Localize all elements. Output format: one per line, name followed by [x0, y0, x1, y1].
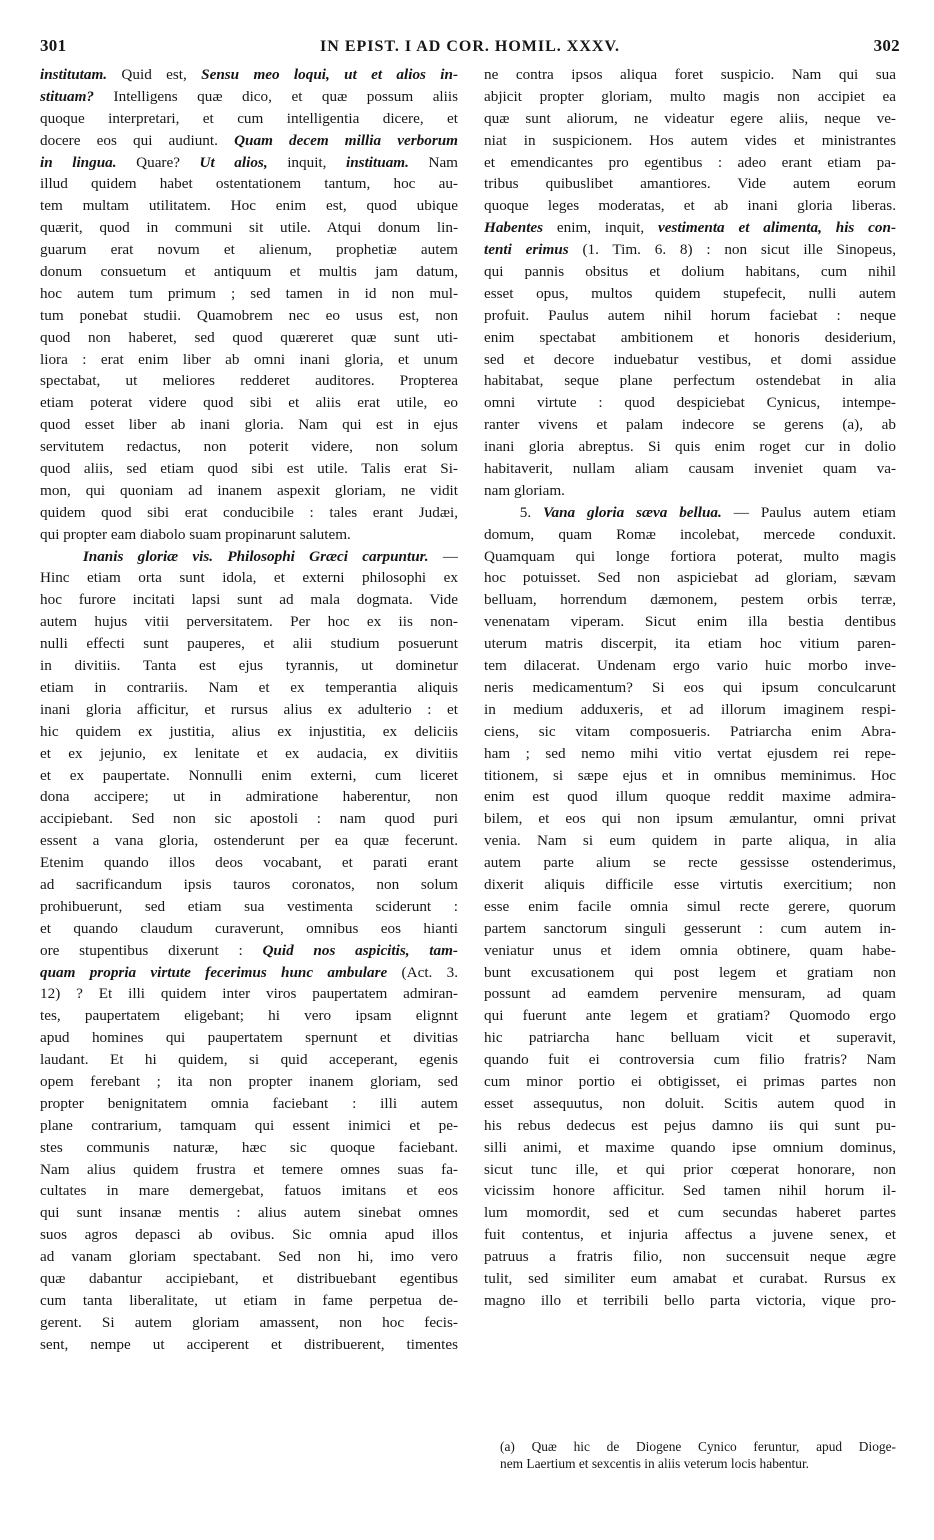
- text-run: esset assequutus, non doluit. Scitis autem quod in: [484, 1094, 896, 1112]
- text-line: [40, 524, 458, 546]
- text-line: [40, 480, 458, 502]
- text-run: apud homines qui paupertatem spernunt et divitias: [40, 1029, 458, 1047]
- text-line: [40, 86, 458, 108]
- text-line: [40, 1049, 458, 1071]
- text-line: [40, 1334, 458, 1356]
- text-run: qui sunt insanæ mentis : alius autem sinebat omnes: [40, 1204, 458, 1222]
- text-line: [484, 392, 896, 414]
- running-title: IN EPIST. I AD COR. HOMIL. XXXV.: [320, 38, 620, 55]
- text-line: [484, 808, 896, 830]
- text-run: plane contrarium, tamquam qui essent inimici et pe-: [40, 1116, 458, 1134]
- text-line: [40, 1224, 458, 1246]
- text-run: lum momordit, sed et cum secundas haberet partes: [484, 1204, 896, 1222]
- text-line: [484, 1027, 896, 1049]
- text-line: [40, 173, 458, 195]
- text-run: quidem quod sibi erat conducibile : tales erant Judæi,: [40, 503, 458, 521]
- text-run: (Act. 3.: [387, 963, 458, 981]
- text-line: [40, 1246, 458, 1268]
- text-run: quærit, quod in communi sit utile. Atqui donum lin-: [40, 219, 458, 237]
- text-line: [40, 896, 458, 918]
- text-line: [484, 1268, 896, 1290]
- text-line: [484, 611, 896, 633]
- text-line: [484, 589, 896, 611]
- text-line: [40, 436, 458, 458]
- italic-text: Habentes: [484, 219, 544, 237]
- text-run: docere eos qui audiunt.: [40, 131, 235, 149]
- text-run: neris medicamentum? Si eos qui ipsum conculcarunt: [484, 678, 896, 696]
- text-line: [484, 1005, 896, 1027]
- text-run: inani gloria afficitur, et rursus alius ex adulterio : et: [40, 700, 458, 718]
- text-run: domum, quam Romæ incolebat, mercede conduxit.: [484, 525, 896, 543]
- text-run: Quare?: [116, 153, 200, 171]
- text-run: Quamquam qui longe fortiora poterat, multo magis: [484, 547, 896, 565]
- text-run: hoc autem tum primum ; sed tamen in id non mul-: [40, 284, 458, 302]
- italic-text: vestimenta et alimenta, his con-: [657, 219, 896, 237]
- text-run: tem dilacerat. Undenam ergo vario huic morbo inve-: [484, 657, 896, 675]
- text-line: [40, 502, 458, 524]
- text-run: bilem, et eos qui non ipsum æmulantur, omni privat: [484, 810, 896, 828]
- right-text-column: [484, 64, 896, 1312]
- text-run: esse enim facile omnia simul recte gerere, quorum: [484, 897, 896, 915]
- italic-text: Quam decem millia verborum: [234, 131, 458, 149]
- text-line: [484, 370, 896, 392]
- text-line: [484, 195, 896, 217]
- text-line: [40, 64, 458, 86]
- text-line: [40, 1115, 458, 1137]
- text-line: [40, 1159, 458, 1181]
- text-line: [40, 765, 458, 787]
- text-line: [40, 918, 458, 940]
- text-line: [40, 1093, 458, 1115]
- text-line: [484, 130, 896, 152]
- text-run: hoc furore incitati lapsi sunt ad mala dogmata. Vide: [40, 591, 458, 609]
- text-line: [40, 392, 458, 414]
- text-line: [40, 721, 458, 743]
- text-run: tem multam utilitatem. Hoc enim est, quod ubique: [40, 197, 458, 215]
- italic-text: stituam?: [40, 87, 95, 105]
- text-run: Nam: [408, 153, 458, 171]
- italic-text: Ut alios,: [199, 153, 268, 171]
- text-run: prohibuerunt, sed etiam sua vestimenta sciderunt :: [40, 897, 458, 915]
- text-line: [40, 217, 458, 239]
- text-line: [484, 743, 896, 765]
- text-line: [484, 349, 896, 371]
- text-line: [40, 633, 458, 655]
- text-run: tulit, sed similiter eum amabat et curabat. Rursus ex: [484, 1269, 896, 1287]
- text-line: [40, 305, 458, 327]
- text-run: ore stupentibus dixerunt :: [40, 941, 263, 959]
- text-run: cum tanta liberalitate, ut etiam in fame perpetua de-: [40, 1291, 458, 1309]
- italic-text: quam propria virtute fecerimus hunc ambulare: [40, 963, 388, 981]
- text-line: [484, 524, 896, 546]
- text-run: et emendicantes pro egentibus : adeo erant etiam pa-: [484, 153, 896, 171]
- text-run: cum minor portio ei obtigisset, ei primas partes non: [484, 1072, 896, 1090]
- text-line: [40, 239, 458, 261]
- text-run: hic quidem ex justitia, alius ex injustitia, ex deliciis: [40, 722, 458, 740]
- text-line: [40, 611, 458, 633]
- text-run: qui fuerunt ante legem et gratiam? Quomodo ergo: [484, 1007, 896, 1025]
- text-line: [484, 852, 896, 874]
- text-line: [40, 349, 458, 371]
- text-line: [40, 130, 458, 152]
- text-line: [484, 327, 896, 349]
- text-line: [500, 1438, 896, 1455]
- text-line: [484, 918, 896, 940]
- text-run: [40, 548, 83, 565]
- text-run: servitutem redactus, non poterit videre, non solum: [40, 438, 458, 456]
- text-run: uterum matris discerpit, ita etiam hoc vitium paren-: [484, 635, 896, 653]
- text-line: [40, 743, 458, 765]
- text-run: belluam, horrendum dæmonem, pestem orbis terræ,: [484, 591, 896, 609]
- text-run: hic patriarcha hanc belluam vicit et superavit,: [484, 1029, 896, 1047]
- text-run: spectabat, ut meliores redderet auditores. Propterea: [40, 372, 458, 390]
- text-line: [484, 1049, 896, 1071]
- running-head: [40, 36, 900, 58]
- text-run: essent a vana gloria, ostenderunt per ea quæ fecerunt.: [40, 832, 458, 850]
- text-run: esset opus, multos quidem stupefecit, nulli autem: [484, 284, 896, 302]
- text-run: ham ; sed nemo mihi vitio vertat ejusdem rei repe-: [484, 744, 896, 762]
- text-run: propter benignitatem omnia faciebant : illi autem: [40, 1094, 458, 1112]
- text-line: [40, 152, 458, 174]
- text-line: [484, 480, 896, 502]
- text-run: tes, paupertatem eligebant; hi vero ipsam elignnt: [40, 1007, 458, 1025]
- text-line: [484, 283, 896, 305]
- text-line: [484, 1202, 896, 1224]
- text-line: [484, 1137, 896, 1159]
- text-line: [40, 589, 458, 611]
- text-line: [40, 1180, 458, 1202]
- text-run: guarum erat novum et alienum, prophetiæ autem: [40, 241, 458, 259]
- text-line: [484, 261, 896, 283]
- text-run: profuit. Paulus autem nihil horum faciebat : neque: [484, 306, 896, 324]
- text-line: [484, 983, 896, 1005]
- italic-text: institutam.: [40, 66, 108, 83]
- text-run: abjicit propter gloriam, multo magis non accipiet ea: [484, 87, 896, 105]
- text-line: [484, 896, 896, 918]
- text-run: Intelligens quæ dico, et quæ possum aliis: [94, 87, 458, 105]
- text-line: [484, 567, 896, 589]
- text-line: [40, 874, 458, 896]
- text-line: [484, 86, 896, 108]
- text-line: [40, 830, 458, 852]
- text-run: quæ dabantur accipiebant, et distribuebant egentibus: [40, 1269, 458, 1287]
- text-line: [40, 546, 458, 568]
- text-line: [40, 940, 458, 962]
- text-run: (a) Quæ hic de Diogene Cynico feruntur, apud Dioge-: [500, 1439, 896, 1454]
- text-line: [484, 1224, 896, 1246]
- text-run: dixerit aliquis difficile esse virtutis exercitium; non: [484, 875, 896, 893]
- text-run: etiam poterat videre quod sibi et aliis erat utile, eo: [40, 394, 458, 412]
- text-run: suos agros depasci ab ovibus. Sic omnia apud illos: [40, 1226, 458, 1244]
- text-run: omni virtute : quod despiciebat Cynicus, intempe-: [484, 394, 896, 412]
- text-run: quod esset liber ab inani gloria. Nam qui est in ejus: [40, 416, 458, 434]
- text-line: [484, 108, 896, 130]
- text-line: [40, 1312, 458, 1334]
- text-run: hoc potuisset. Sed non aspiciebat ad gloriam, sævam: [484, 569, 896, 587]
- text-run: inquit,: [267, 153, 347, 171]
- text-line: [484, 1115, 896, 1137]
- italic-text: instituam.: [346, 153, 409, 171]
- text-line: [40, 1202, 458, 1224]
- text-run: stes communis naturæ, hæc sic quoque faciebant.: [40, 1138, 458, 1156]
- text-line: [484, 962, 896, 984]
- text-run: in medium adduxeris, et ad illorum imaginem respi-: [484, 700, 896, 718]
- text-run: qui propter eam diabolo suam propinarunt salutem.: [40, 525, 351, 543]
- text-run: autem hujus vitii perversitatem. Per hoc ex iis non-: [40, 613, 458, 631]
- text-run: autem parte alium se recte gessisse ostenderimus,: [484, 854, 896, 872]
- text-run: patruus a fratris filio, non succensuit neque ægre: [484, 1248, 896, 1266]
- text-line: [484, 152, 896, 174]
- left-page-number: 301: [40, 36, 67, 55]
- text-run: dona accipere; ut in admiratione haberentur, non: [40, 788, 458, 806]
- text-run: venia. Nam si eum quidem in parte aliqua, in alia: [484, 832, 896, 850]
- text-line: [484, 677, 896, 699]
- text-run: opem ferebant ; ita non propter inanem gloriam, sed: [40, 1072, 458, 1090]
- text-line: [40, 414, 458, 436]
- text-run: enim est quod illum quoque reddit maxime admira-: [484, 788, 896, 806]
- text-line: [40, 567, 458, 589]
- text-run: nam gloriam.: [484, 481, 565, 499]
- text-run: habitabat, seque plane perfectum ostendebat in alia: [484, 372, 896, 390]
- text-run: sicut tunc ille, et qui prior cœperat honorare, non: [484, 1160, 896, 1178]
- text-run: vicissim honore afficitur. Sed tamen nihil horum il-: [484, 1182, 896, 1200]
- text-line: [484, 721, 896, 743]
- text-run: etiam in contrariis. Nam et ex temperantia aliquis: [40, 678, 458, 696]
- text-run: nulli effecti sunt pauperes, et alii studium posuerunt: [40, 635, 458, 653]
- text-run: quando fuit ei controversia cum filio fratris? Nam: [484, 1051, 896, 1069]
- text-line: [484, 1246, 896, 1268]
- text-run: tum ponebat studii. Quamobrem nec eo usus est, non: [40, 306, 458, 324]
- text-run: venenatam viperam. Sicut enim illa bestia dentibus: [484, 613, 896, 631]
- text-run: laudant. Et hi quidem, si quid acceperant, egenis: [40, 1051, 458, 1069]
- text-run: cultates in mare demergebat, fatuos imitans et eos: [40, 1182, 458, 1200]
- text-line: [484, 502, 896, 524]
- text-run: et ex paupertate. Nonnulli enim externi, cum liceret: [40, 766, 458, 784]
- text-line: [484, 1180, 896, 1202]
- text-line: [40, 1071, 458, 1093]
- text-run: enim spectabat ambitionem et honoris desiderium,: [484, 328, 896, 346]
- text-run: quæ sunt aliorum, ne videatur egere aliis, neque ve-: [484, 109, 896, 127]
- text-line: [40, 1005, 458, 1027]
- text-line: [484, 874, 896, 896]
- text-run: Hinc etiam orta sunt idola, et externi philosophi ex: [40, 569, 458, 587]
- text-line: [40, 195, 458, 217]
- text-run: ad sacrificandum ipsis tauros coronatos, non solum: [40, 875, 458, 893]
- italic-text: tenti erimus: [484, 241, 569, 259]
- text-run: ad vanam gloriam spectabant. Sed non hi, imo vero: [40, 1248, 458, 1266]
- text-run: sent, nempe ut acciperent et distribuerent, timentes: [40, 1335, 458, 1353]
- text-run: 12) ? Et illi quidem inter viros paupertatem admiran-: [40, 985, 458, 1003]
- text-run: inani gloria abreptus. Si quis enim roget cur in dolio: [484, 438, 896, 456]
- text-line: [484, 765, 896, 787]
- text-line: [484, 1093, 896, 1115]
- text-run: fuit contentus, et injuria affectus a juvene senex, et: [484, 1226, 896, 1244]
- footnote: [500, 1438, 896, 1472]
- text-line: [484, 217, 896, 239]
- text-run: et quando claudum curaverunt, omnibus eos hianti: [40, 919, 458, 937]
- italic-text: Sensu meo loqui, ut et alios in-: [201, 66, 458, 83]
- text-line: [40, 983, 458, 1005]
- text-line: [484, 633, 896, 655]
- text-line: [40, 1137, 458, 1159]
- text-run: et ex jejunio, ex lenitate et ex audacia, ex divitiis: [40, 744, 458, 762]
- text-run: veniatur unus et idem omnia obtinere, quam habe-: [484, 941, 896, 959]
- text-line: [484, 173, 896, 195]
- text-line: [40, 808, 458, 830]
- text-run: Quid est,: [107, 66, 202, 83]
- text-line: [484, 940, 896, 962]
- text-run: qui pannis obsitus et dolium habitans, cum nihil: [484, 263, 896, 281]
- text-line: [40, 261, 458, 283]
- text-line: [40, 655, 458, 677]
- text-line: [40, 962, 458, 984]
- text-run: sed et decore induebatur vestibus, et domi assidue: [484, 350, 896, 368]
- text-line: [484, 786, 896, 808]
- text-line: [484, 414, 896, 436]
- italic-text: Inanis gloriæ vis. Philosophi Græci carpuntur.: [82, 547, 429, 565]
- text-run: nem Laertium et sexcentis in aliis veterum locis habentur.: [500, 1456, 810, 1471]
- text-line: [484, 1159, 896, 1181]
- text-run: his rebus dedecus est pejus damno iis qui sunt pu-: [484, 1116, 896, 1134]
- text-line: [40, 699, 458, 721]
- text-line: [40, 1268, 458, 1290]
- text-line: [40, 458, 458, 480]
- italic-text: in lingua.: [40, 153, 117, 171]
- text-line: [484, 239, 896, 261]
- text-line: [500, 1455, 896, 1472]
- text-run: liora : erat enim liber ab omni inani gloria, et unum: [40, 350, 458, 368]
- text-run: quoque leges moderatas, et ab inani gloria liberas.: [484, 197, 896, 215]
- text-run: tribus quibuslibet amantiores. Vide autem eorum: [484, 175, 896, 193]
- text-line: [40, 370, 458, 392]
- text-run: bunt excusationem qui post legem et gratiam non: [484, 963, 896, 981]
- text-run: illud quidem habet ostentationem tantum, hoc au-: [40, 175, 458, 193]
- text-run: gerent. Si autem gloriam amassent, non hoc fecis-: [40, 1313, 458, 1331]
- text-run: Etenim quando illos deos vocabant, et parati erant: [40, 854, 458, 872]
- text-run: titionem, si sæpe ejus et in omnibus meminimus. Hoc: [484, 766, 896, 784]
- text-line: [40, 677, 458, 699]
- italic-text: Quid nos aspicitis, tam-: [262, 941, 458, 959]
- text-line: [40, 852, 458, 874]
- text-run: quod non haberet, sed quod quæreret quæ sunt uti-: [40, 328, 458, 346]
- text-run: possunt ad eamdem pervenire mensuram, ad quam: [484, 985, 896, 1003]
- text-run: ciens, sic vitam composueris. Patriarcha enim Abra-: [484, 722, 896, 740]
- text-run: ne contra ipsos aliqua foret suspicio. Nam qui sua: [484, 66, 896, 83]
- text-run: silli animi, et maxime quando ipse omnium dominus,: [484, 1138, 896, 1156]
- text-line: [40, 108, 458, 130]
- text-run: (1. Tim. 6. 8) : non sicut ille Sinopeus,: [568, 241, 896, 259]
- text-line: [40, 1027, 458, 1049]
- left-text-column: [40, 64, 458, 1356]
- text-run: enim, inquit,: [543, 219, 658, 237]
- text-run: partem sanctorum singuli gesserunt : cum autem in-: [484, 919, 896, 937]
- text-line: [484, 305, 896, 327]
- text-line: [484, 1290, 896, 1312]
- text-run: in divitiis. Tanta est ejus tyrannis, ut dominetur: [40, 657, 458, 675]
- text-line: [484, 64, 896, 86]
- text-line: [484, 655, 896, 677]
- text-line: [484, 436, 896, 458]
- right-page-number: 302: [873, 36, 900, 55]
- text-run: habitaverit, nullam aliam causam inveniet quam va-: [484, 460, 896, 478]
- text-run: niat in suspicionem. Hos autem vides et ministrantes: [484, 131, 896, 149]
- italic-text: Vana gloria sæva bellua.: [543, 503, 722, 521]
- text-run: mon, qui quoniam ad inanem aspexit gloriam, ne vidit: [40, 481, 458, 499]
- text-line: [40, 283, 458, 305]
- text-run: ranter vivens et palam indecore se gerens (a), ab: [484, 416, 896, 434]
- text-line: [484, 458, 896, 480]
- text-line: [484, 546, 896, 568]
- text-line: [40, 1290, 458, 1312]
- text-run: quoque interpretari, et cum intelligentia dicere, et: [40, 109, 458, 127]
- text-line: [40, 786, 458, 808]
- text-run: accipiebant. Sed non sic apostoli : nam quod puri: [40, 810, 458, 828]
- text-line: [40, 327, 458, 349]
- text-run: quod aliis, sed etiam quod sibi est utile. Talis erat Si-: [40, 460, 458, 478]
- text-line: [484, 699, 896, 721]
- text-run: 5.: [484, 503, 544, 521]
- text-line: [484, 830, 896, 852]
- text-run: Nam alius quidem frustra et temere omnes suas fa-: [40, 1160, 458, 1178]
- text-line: [484, 1071, 896, 1093]
- text-run: — Paulus autem etiam: [721, 503, 896, 521]
- text-run: donum consuetum et antiquum et multis jam datum,: [40, 263, 458, 281]
- text-run: —: [428, 547, 458, 565]
- text-run: magno illo et terribili bello parta victoria, vique pro-: [484, 1291, 896, 1309]
